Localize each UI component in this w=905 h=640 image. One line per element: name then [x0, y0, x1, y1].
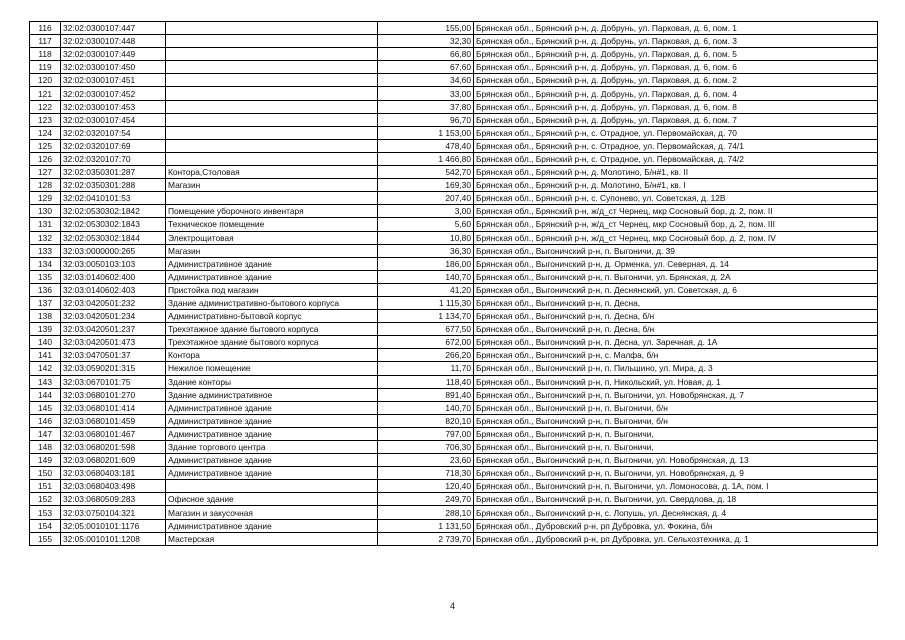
row-number-cell: 152 [30, 493, 61, 506]
row-number-cell: 120 [30, 74, 61, 87]
object-name-cell: Здание административно-бытового корпуса [166, 296, 378, 309]
object-address-cell: Брянская обл., Выгоничский р-н, п. Выгоничи, ул. Свердлова, д. 18 [474, 493, 878, 506]
object-area-cell: 1 466,80 [378, 152, 474, 165]
object-name-cell: Пристойка под магазин [166, 283, 378, 296]
object-address-cell: Брянская обл., Выгоничский р-н, с. Лопушь, ул. Деснянская, д. 4 [474, 506, 878, 519]
table-row [30, 519, 878, 532]
row-number-cell: 122 [30, 100, 61, 113]
object-name-cell: Административное здание [166, 427, 378, 440]
object-name-cell: Магазин [166, 179, 378, 192]
property-table-body [30, 22, 878, 546]
object-name-cell [166, 22, 378, 35]
row-number-cell: 146 [30, 414, 61, 427]
object-area-cell: 66,80 [378, 48, 474, 61]
cadastral-number-cell: 32:03:0420501:473 [61, 336, 166, 349]
table-row [30, 493, 878, 506]
cadastral-number-cell: 32:03:0680101:270 [61, 388, 166, 401]
table-row [30, 192, 878, 205]
object-name-cell: Офисное здание [166, 493, 378, 506]
cadastral-number-cell: 32:03:0590201:315 [61, 362, 166, 375]
object-name-cell: Здание административное [166, 388, 378, 401]
table-row [30, 480, 878, 493]
object-name-cell: Магазин и закусочная [166, 506, 378, 519]
object-address-cell: Брянская обл., Брянский р-н, д. Добрунь, ул. Парковая, д. 6, пом. 5 [474, 48, 878, 61]
row-number-cell: 121 [30, 87, 61, 100]
object-address-cell: Брянская обл., Брянский р-н, д. Добрунь, ул. Парковая, д. 6, пом. 3 [474, 35, 878, 48]
table-row [30, 61, 878, 74]
cadastral-number-cell: 32:03:0000000:265 [61, 244, 166, 257]
row-number-cell: 130 [30, 205, 61, 218]
table-row [30, 218, 878, 231]
table-row [30, 441, 878, 454]
object-area-cell: 155,00 [378, 22, 474, 35]
object-area-cell: 478,40 [378, 139, 474, 152]
object-address-cell: Брянская обл., Брянский р-н, ж/д_ст Чернец, мкр Сосновый бор, д. 2, пом. II [474, 205, 878, 218]
object-address-cell: Брянская обл., Брянский р-н, д. Добрунь, ул. Парковая, д. 6, пом. 2 [474, 74, 878, 87]
cadastral-number-cell: 32:02:0300107:453 [61, 100, 166, 113]
row-number-cell: 125 [30, 139, 61, 152]
object-area-cell: 288,10 [378, 506, 474, 519]
cadastral-number-cell: 32:03:0750104:321 [61, 506, 166, 519]
row-number-cell: 153 [30, 506, 61, 519]
cadastral-number-cell: 32:02:0350301:287 [61, 166, 166, 179]
object-area-cell: 1 153,00 [378, 126, 474, 139]
object-area-cell: 797,00 [378, 427, 474, 440]
row-number-cell: 134 [30, 257, 61, 270]
row-number-cell: 127 [30, 166, 61, 179]
object-address-cell: Брянская обл., Выгоничский р-н, п. Никольский, ул. Новая, д. 1 [474, 375, 878, 388]
object-address-cell: Брянская обл., Брянский р-н, д. Добрунь, ул. Парковая, д. 6, пом. 4 [474, 87, 878, 100]
row-number-cell: 116 [30, 22, 61, 35]
object-area-cell: 34,60 [378, 74, 474, 87]
object-name-cell: Здание торгового центра [166, 441, 378, 454]
table-row [30, 283, 878, 296]
cadastral-number-cell: 32:03:0470501:37 [61, 349, 166, 362]
row-number-cell: 123 [30, 113, 61, 126]
row-number-cell: 133 [30, 244, 61, 257]
table-row [30, 113, 878, 126]
cadastral-number-cell: 32:03:0670101:75 [61, 375, 166, 388]
object-name-cell: Административное здание [166, 401, 378, 414]
object-address-cell: Брянская обл., Выгоничский р-н, п. Выгоничи, ул. Брянская, д. 2А [474, 270, 878, 283]
object-name-cell: Трехэтажное здание бытового корпуса [166, 323, 378, 336]
cadastral-number-cell: 32:02:0320107:70 [61, 152, 166, 165]
object-name-cell: Административно-бытовой корпус [166, 310, 378, 323]
row-number-cell: 139 [30, 323, 61, 336]
cadastral-number-cell: 32:03:0680101:467 [61, 427, 166, 440]
object-name-cell [166, 87, 378, 100]
table-row [30, 414, 878, 427]
row-number-cell: 126 [30, 152, 61, 165]
object-name-cell: Техническое помещение [166, 218, 378, 231]
object-address-cell: Брянская обл., Выгоничский р-н, п. Десна, б/н [474, 323, 878, 336]
object-address-cell: Брянская обл., Брянский р-н, с. Отрадное, ул. Первомайская, д. 70 [474, 126, 878, 139]
object-area-cell: 118,40 [378, 375, 474, 388]
row-number-cell: 149 [30, 454, 61, 467]
object-address-cell: Брянская обл., Выгоничский р-н, п. Выгоничи, ул. Новобрянская, д. 7 [474, 388, 878, 401]
row-number-cell: 147 [30, 427, 61, 440]
object-address-cell: Брянская обл., Выгоничский р-н, п. Выгоничи, ул. Новобрянская, д. 9 [474, 467, 878, 480]
object-address-cell: Брянская обл., Брянский р-н, с. Отрадное, ул. Первомайская, д. 74/2 [474, 152, 878, 165]
object-name-cell [166, 126, 378, 139]
cadastral-number-cell: 32:02:0530302:1843 [61, 218, 166, 231]
table-row [30, 388, 878, 401]
object-name-cell: Административное здание [166, 519, 378, 532]
object-name-cell [166, 48, 378, 61]
object-name-cell: Трехэтажное здание бытового корпуса [166, 336, 378, 349]
object-name-cell [166, 61, 378, 74]
object-area-cell: 207,40 [378, 192, 474, 205]
object-name-cell: Электрощитовая [166, 231, 378, 244]
table-row [30, 22, 878, 35]
object-address-cell: Брянская обл., Брянский р-н, д. Добрунь, ул. Парковая, д. 6, пом. 8 [474, 100, 878, 113]
object-area-cell: 1 131,50 [378, 519, 474, 532]
object-address-cell: Брянская обл., Выгоничский р-н, п. Десна, б/н [474, 310, 878, 323]
table-row [30, 336, 878, 349]
table-row [30, 35, 878, 48]
object-name-cell: Мастерская [166, 532, 378, 545]
object-name-cell: Административное здание [166, 257, 378, 270]
cadastral-number-cell: 32:02:0300107:447 [61, 22, 166, 35]
cadastral-number-cell: 32:03:0420501:237 [61, 323, 166, 336]
cadastral-number-cell: 32:02:0300107:452 [61, 87, 166, 100]
object-area-cell: 120,40 [378, 480, 474, 493]
cadastral-number-cell: 32:02:0320107:69 [61, 139, 166, 152]
table-row [30, 244, 878, 257]
table-row [30, 532, 878, 545]
row-number-cell: 145 [30, 401, 61, 414]
cadastral-number-cell: 32:03:0420501:234 [61, 310, 166, 323]
object-area-cell: 1 134,70 [378, 310, 474, 323]
table-row [30, 467, 878, 480]
cadastral-number-cell: 32:03:0140602:400 [61, 270, 166, 283]
object-name-cell: Здание конторы [166, 375, 378, 388]
cadastral-number-cell: 32:03:0680201:609 [61, 454, 166, 467]
object-name-cell [166, 480, 378, 493]
object-name-cell: Магазин [166, 244, 378, 257]
table-row [30, 401, 878, 414]
object-address-cell: Брянская обл., Выгоничский р-н, п. Выгоничи, [474, 441, 878, 454]
cadastral-number-cell: 32:03:0680101:459 [61, 414, 166, 427]
row-number-cell: 150 [30, 467, 61, 480]
object-area-cell: 33,00 [378, 87, 474, 100]
object-address-cell: Брянская обл., Выгоничский р-н, п. Выгоничи, [474, 427, 878, 440]
table-row [30, 310, 878, 323]
object-name-cell: Помещение уборочного инвентаря [166, 205, 378, 218]
object-name-cell [166, 74, 378, 87]
row-number-cell: 142 [30, 362, 61, 375]
object-area-cell: 41,20 [378, 283, 474, 296]
table-row [30, 205, 878, 218]
object-address-cell: Брянская обл., Выгоничский р-н, п. Выгоничи, д. 39 [474, 244, 878, 257]
object-name-cell: Административное здание [166, 454, 378, 467]
object-address-cell: Брянская обл., Выгоничский р-н, п. Пильшино, ул. Мира, д. 3 [474, 362, 878, 375]
object-address-cell: Брянская обл., Дубровский р-н, рп Дубровка, ул. Фокина, б/н [474, 519, 878, 532]
object-name-cell [166, 35, 378, 48]
table-row [30, 126, 878, 139]
table-row [30, 48, 878, 61]
row-number-cell: 135 [30, 270, 61, 283]
object-address-cell: Брянская обл., Выгоничский р-н, с. Малфа, б/н [474, 349, 878, 362]
cadastral-number-cell: 32:02:0300107:449 [61, 48, 166, 61]
cadastral-number-cell: 32:03:0680101:414 [61, 401, 166, 414]
row-number-cell: 132 [30, 231, 61, 244]
row-number-cell: 128 [30, 179, 61, 192]
table-row [30, 270, 878, 283]
object-area-cell: 2 739,70 [378, 532, 474, 545]
cadastral-number-cell: 32:03:0680403:181 [61, 467, 166, 480]
object-address-cell: Брянская обл., Выгоничский р-н, п. Десна, ул. Заречная, д. 1А [474, 336, 878, 349]
object-area-cell: 677,50 [378, 323, 474, 336]
table-row [30, 166, 878, 179]
object-area-cell: 249,70 [378, 493, 474, 506]
object-area-cell: 706,30 [378, 441, 474, 454]
table-row [30, 506, 878, 519]
object-address-cell: Брянская обл., Брянский р-н, д. Добрунь, ул. Парковая, д. 6, пом. 1 [474, 22, 878, 35]
row-number-cell: 141 [30, 349, 61, 362]
row-number-cell: 136 [30, 283, 61, 296]
cadastral-number-cell: 32:03:0680509:283 [61, 493, 166, 506]
object-area-cell: 37,80 [378, 100, 474, 113]
object-area-cell: 186,00 [378, 257, 474, 270]
object-name-cell [166, 100, 378, 113]
cadastral-number-cell: 32:03:0140602:403 [61, 283, 166, 296]
object-address-cell: Брянская обл., Выгоничский р-н, д. Орменка, ул. Северная, д. 14 [474, 257, 878, 270]
object-area-cell: 718,30 [378, 467, 474, 480]
row-number-cell: 118 [30, 48, 61, 61]
cadastral-number-cell: 32:05:0010101:1208 [61, 532, 166, 545]
object-area-cell: 23,60 [378, 454, 474, 467]
object-area-cell: 140,70 [378, 270, 474, 283]
row-number-cell: 148 [30, 441, 61, 454]
object-name-cell [166, 139, 378, 152]
row-number-cell: 137 [30, 296, 61, 309]
object-area-cell: 11,70 [378, 362, 474, 375]
object-address-cell: Брянская обл., Выгоничский р-н, п. Деснянский, ул. Советская, д. 6 [474, 283, 878, 296]
object-name-cell: Административное здание [166, 467, 378, 480]
table-row [30, 100, 878, 113]
row-number-cell: 155 [30, 532, 61, 545]
object-area-cell: 891,40 [378, 388, 474, 401]
object-name-cell: Административное здание [166, 414, 378, 427]
cadastral-number-cell: 32:05:0010101:1176 [61, 519, 166, 532]
object-address-cell: Брянская обл., Брянский р-н, с. Отрадное, ул. Первомайская, д. 74/1 [474, 139, 878, 152]
object-address-cell: Брянская обл., Брянский р-н, ж/д_ст Чернец, мкр Сосновый бор, д. 2, пом. IV [474, 231, 878, 244]
object-address-cell: Брянская обл., Брянский р-н, с. Супонево, ул. Советская, д. 12В [474, 192, 878, 205]
object-area-cell: 67,60 [378, 61, 474, 74]
object-name-cell: Контора,Столовая [166, 166, 378, 179]
row-number-cell: 143 [30, 375, 61, 388]
table-row [30, 323, 878, 336]
object-area-cell: 10,80 [378, 231, 474, 244]
row-number-cell: 138 [30, 310, 61, 323]
object-area-cell: 36,30 [378, 244, 474, 257]
table-row [30, 375, 878, 388]
object-address-cell: Брянская обл., Выгоничский р-н, п. Выгоничи, ул. Ломоносова, д. 1А, пом. I [474, 480, 878, 493]
cadastral-number-cell: 32:02:0300107:448 [61, 35, 166, 48]
table-row [30, 139, 878, 152]
object-name-cell [166, 113, 378, 126]
object-area-cell: 1 115,30 [378, 296, 474, 309]
table-row [30, 74, 878, 87]
object-address-cell: Брянская обл., Брянский р-н, д. Молотино, Б/н#1, кв. II [474, 166, 878, 179]
object-address-cell: Брянская обл., Брянский р-н, д. Добрунь, ул. Парковая, д. 6, пом. 7 [474, 113, 878, 126]
row-number-cell: 151 [30, 480, 61, 493]
cadastral-number-cell: 32:03:0050103:103 [61, 257, 166, 270]
object-area-cell: 672,00 [378, 336, 474, 349]
property-table-page [29, 21, 877, 546]
table-row [30, 257, 878, 270]
cadastral-number-cell: 32:02:0320107:54 [61, 126, 166, 139]
cadastral-number-cell: 32:02:0410101:53 [61, 192, 166, 205]
object-name-cell: Нежилое помещение [166, 362, 378, 375]
table-row [30, 152, 878, 165]
table-row [30, 87, 878, 100]
object-area-cell: 3,00 [378, 205, 474, 218]
cadastral-number-cell: 32:03:0420501:232 [61, 296, 166, 309]
table-row [30, 427, 878, 440]
table-row [30, 349, 878, 362]
row-number-cell: 140 [30, 336, 61, 349]
cadastral-number-cell: 32:02:0300107:454 [61, 113, 166, 126]
table-row [30, 179, 878, 192]
object-area-cell: 140,70 [378, 401, 474, 414]
object-area-cell: 169,30 [378, 179, 474, 192]
object-address-cell: Брянская обл., Брянский р-н, ж/д_ст Чернец, мкр Сосновый бор, д. 2, пом. III [474, 218, 878, 231]
object-area-cell: 266,20 [378, 349, 474, 362]
table-row [30, 296, 878, 309]
cadastral-number-cell: 32:02:0530302:1842 [61, 205, 166, 218]
object-address-cell: Брянская обл., Выгоничский р-н, п. Выгоничи, б/н [474, 414, 878, 427]
table-row [30, 362, 878, 375]
table-row [30, 231, 878, 244]
row-number-cell: 119 [30, 61, 61, 74]
table-row [30, 454, 878, 467]
cadastral-number-cell: 32:02:0350301:288 [61, 179, 166, 192]
object-area-cell: 820,10 [378, 414, 474, 427]
row-number-cell: 144 [30, 388, 61, 401]
object-address-cell: Брянская обл., Выгоничский р-н, п. Выгоничи, б/н [474, 401, 878, 414]
object-address-cell: Брянская обл., Брянский р-н, д. Добрунь, ул. Парковая, д. 6, пом. 6 [474, 61, 878, 74]
object-name-cell: Контора [166, 349, 378, 362]
object-address-cell: Брянская обл., Брянский р-н, д. Молотино, Б/н#1, кв. I [474, 179, 878, 192]
object-name-cell [166, 192, 378, 205]
row-number-cell: 131 [30, 218, 61, 231]
object-name-cell [166, 152, 378, 165]
row-number-cell: 117 [30, 35, 61, 48]
object-area-cell: 542,70 [378, 166, 474, 179]
object-address-cell: Брянская обл., Дубровский р-н, рп Дубровка, ул. Сельхозтехника, д. 1 [474, 532, 878, 545]
row-number-cell: 154 [30, 519, 61, 532]
cadastral-number-cell: 32:03:0680403:498 [61, 480, 166, 493]
cadastral-number-cell: 32:02:0300107:450 [61, 61, 166, 74]
object-address-cell: Брянская обл., Выгоничский р-н, п. Десна, [474, 296, 878, 309]
page-number: 4 [449, 601, 455, 611]
object-area-cell: 5,60 [378, 218, 474, 231]
object-name-cell: Административное здание [166, 270, 378, 283]
cadastral-number-cell: 32:03:0680201:598 [61, 441, 166, 454]
property-table [29, 21, 878, 546]
object-area-cell: 32,30 [378, 35, 474, 48]
row-number-cell: 129 [30, 192, 61, 205]
row-number-cell: 124 [30, 126, 61, 139]
object-address-cell: Брянская обл., Выгоничский р-н, п. Выгоничи, ул. Новобрянская, д. 13 [474, 454, 878, 467]
cadastral-number-cell: 32:02:0300107:451 [61, 74, 166, 87]
cadastral-number-cell: 32:02:0530302:1844 [61, 231, 166, 244]
object-area-cell: 96,70 [378, 113, 474, 126]
